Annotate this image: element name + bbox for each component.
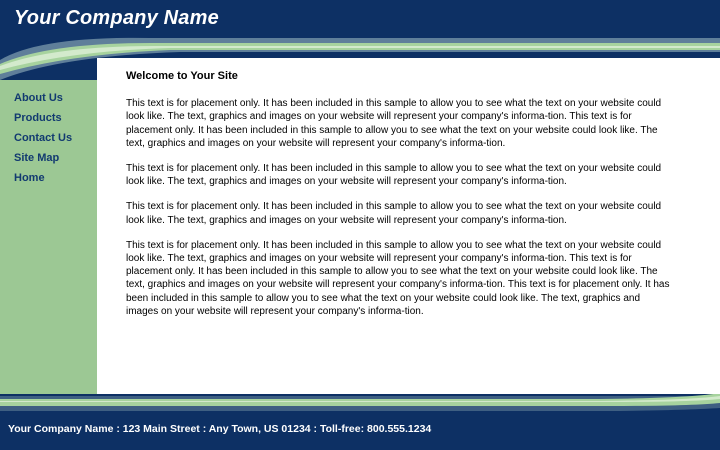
body-paragraph: This text is for placement only. It has been included in this sample to allow you to see what the text on your website could look like. The text, graphics and images on your website will represent your company's informa-tion. This text is for placement only. It has been included in this sample to allow you to see what the text on your website could look like. The text, graphics and images on your website will represent your company's informa-tion. (126, 98, 662, 149)
nav-link-contact-us[interactable]: Contact Us (14, 132, 73, 144)
body-paragraph: This text is for placement only. It has been included in this sample to allow you to see what the text on your website could look like. The text, graphics and images on your website will represent your company's informa-tion. (126, 163, 662, 188)
body-paragraph: This text is for placement only. It has been included in this sample to allow you to see what the text on your website could look like. The text, graphics and images on your website will represent your company's informa-tion. (126, 201, 662, 226)
nav-link-home[interactable]: Home (14, 172, 45, 184)
nav-link-products[interactable]: Products (14, 112, 62, 124)
body-paragraph: This text is for placement only. It has been included in this sample to allow you to see what the text on your website could look like. The text, graphics and images on your website will represent your company's informa-tion. This text is for placement only. It has been included in this sample to allow you to see what the text on your website could look like. The text, graphics and images on your website will represent your company's informa-tion. This text is for placement only. It has been included in this sample to allow you to see what the text on your website could look like. The text, graphics and images on your website will represent your company's informa-tion. (126, 239, 670, 317)
footer-contact-info: Your Company Name : 123 Main Street : Any Town, US 01234 : Toll-free: 800.555.1234 (8, 423, 432, 435)
main-content (97, 58, 720, 394)
content-body (126, 70, 671, 330)
sidebar-nav (0, 80, 97, 394)
nav-link-about-us[interactable]: About Us (14, 92, 63, 104)
nav-link-site-map[interactable]: Site Map (14, 152, 60, 164)
page-heading: Welcome to Your Site (126, 70, 238, 82)
site-title: Your Company Name (14, 7, 219, 29)
